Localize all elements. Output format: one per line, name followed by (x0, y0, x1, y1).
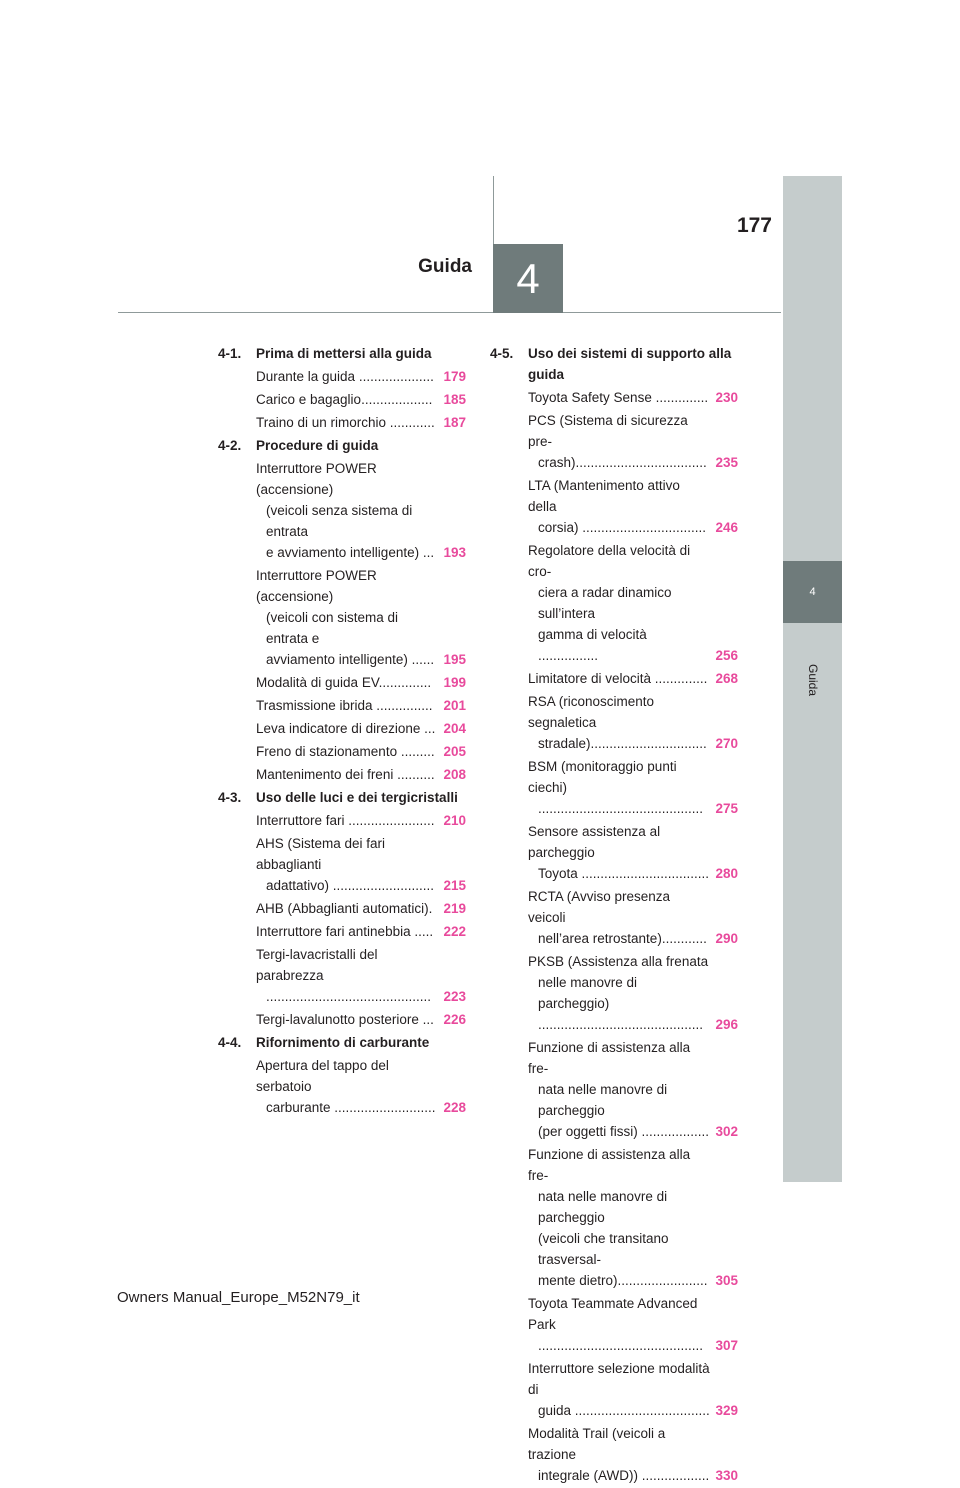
toc-section-heading (218, 343, 466, 364)
toc-section-heading (218, 787, 466, 808)
toc-page-link[interactable]: 205 (443, 744, 466, 759)
toc-page-link[interactable]: 307 (715, 1338, 738, 1353)
toc-entry[interactable] (528, 387, 738, 408)
toc-entry-title (528, 1293, 710, 1356)
toc-entry-line: BSM (monitoraggio punti ciechi) (528, 759, 677, 795)
toc-page-link[interactable]: 330 (715, 1468, 738, 1483)
toc-entry[interactable] (528, 1293, 738, 1356)
toc-entry-line: stradale)............................... (538, 736, 707, 751)
toc-entry-line: nell’area retrostante)............ (538, 931, 707, 946)
toc-entry-line: (per oggetti fissi) .................. (538, 1124, 710, 1139)
toc-entry-title (256, 898, 438, 919)
toc-entry-line: Limitatore di velocità .............. (528, 671, 708, 686)
toc-entry-line: AHS (Sistema dei fari abbaglianti (256, 836, 386, 872)
toc-page-link[interactable]: 222 (443, 924, 466, 939)
toc-entry-line: ciera a radar dinamico sull’intera (538, 585, 672, 621)
toc-page-link[interactable]: 226 (443, 1012, 466, 1027)
toc-entry-title (528, 1144, 710, 1291)
section-title: Prima di mettersi alla guida (256, 346, 432, 361)
toc-section-heading (490, 343, 738, 385)
toc-entry[interactable] (256, 810, 466, 831)
toc-entry-line: (veicoli con sistema di entrata e (266, 610, 399, 646)
footer-document-id: Owners Manual_Europe_M52N79_it (117, 1289, 360, 1306)
toc-entry-title (528, 756, 710, 819)
toc-page-link[interactable]: 290 (715, 931, 738, 946)
toc-entry[interactable] (528, 540, 738, 666)
toc-entry[interactable] (528, 410, 738, 473)
page-number: 177 (736, 214, 772, 237)
toc-entry[interactable] (528, 668, 738, 689)
toc-entry-line: nelle manovre di parcheggio) (538, 975, 638, 1011)
toc-page-link[interactable]: 204 (443, 721, 466, 736)
toc-entry[interactable] (256, 944, 466, 1007)
toc-entry-line: Interruttore POWER (accensione) (256, 568, 377, 604)
toc-entry-line: ............................................ (266, 989, 432, 1004)
toc-entry-title (528, 540, 710, 666)
toc-entry-line: PKSB (Assistenza alla frenata (528, 954, 709, 969)
chapter-number: 4 (516, 254, 540, 302)
header-vertical-rule (493, 176, 494, 244)
toc-page-link[interactable]: 230 (715, 390, 738, 405)
toc-entry-line: Modalità di guida EV.............. (256, 675, 432, 690)
toc-entry-title (256, 458, 438, 563)
toc-entry[interactable] (528, 951, 738, 1035)
toc-entry-line: integrale (AWD)) .................. (538, 1468, 710, 1483)
toc-page-link[interactable]: 195 (443, 652, 466, 667)
toc-entry[interactable] (528, 1037, 738, 1142)
toc-entry[interactable] (256, 741, 466, 762)
toc-entry-line: Tergi-lavacristalli del parabrezza (256, 947, 378, 983)
toc-entry[interactable] (528, 756, 738, 819)
toc-entry-line: Durante la guida .................... (256, 369, 434, 384)
toc-entry-title (256, 1055, 438, 1118)
toc-entry-line: guida .................................... (538, 1403, 710, 1418)
chapter-number-box (493, 244, 563, 313)
toc-entry-title (528, 475, 710, 538)
toc-entry-title (256, 565, 438, 670)
toc-entry[interactable] (256, 565, 466, 670)
toc-entry[interactable] (528, 1423, 738, 1486)
toc-page-link[interactable]: 215 (443, 878, 466, 893)
toc-entry-title (256, 366, 438, 387)
toc-entry-line: carburante ........................... (266, 1100, 436, 1115)
toc-entry-title (256, 1009, 438, 1030)
toc-entry-line: Toyota Teammate Advanced Park (528, 1296, 698, 1332)
toc-entry-title (528, 1037, 710, 1142)
toc-entry-line: RCTA (Avviso presenza veicoli (528, 889, 671, 925)
toc-entry-line: RSA (riconoscimento segnaletica (528, 694, 655, 730)
toc-page-link[interactable]: 235 (715, 455, 738, 470)
toc-entry-title (256, 921, 438, 942)
toc-page-link[interactable]: 280 (715, 866, 738, 881)
section-title: Procedure di guida (256, 438, 379, 453)
toc-entry-title (528, 668, 710, 689)
toc-page-link[interactable]: 219 (443, 901, 466, 916)
toc-entry[interactable] (256, 672, 466, 693)
toc-entry-title (528, 886, 710, 949)
toc-page-link[interactable]: 223 (443, 989, 466, 1004)
toc-entry-line: Traino di un rimorchio ............ (256, 415, 435, 430)
toc-entry[interactable] (528, 691, 738, 754)
toc-entry-title (256, 718, 438, 739)
toc-page-link[interactable]: 270 (715, 736, 738, 751)
toc-entry-title (256, 764, 438, 785)
toc-entry[interactable] (528, 1144, 738, 1291)
section-title: Rifornimento di carburante (256, 1035, 430, 1050)
toc-entry-line: AHB (Abbaglianti automatici). (256, 901, 433, 916)
toc-page-link[interactable]: 201 (443, 698, 466, 713)
section-number: 4-2. (218, 438, 242, 453)
toc-entry[interactable] (256, 389, 466, 410)
toc-entry-line: e avviamento intelligente) ... (266, 545, 435, 560)
toc-entry-title (528, 951, 710, 1035)
toc-entry-line: Modalità Trail (veicoli a trazione (528, 1426, 666, 1462)
toc-column-left (218, 343, 466, 1120)
toc-entry-line: mente dietro)........................ (538, 1273, 708, 1288)
toc-entry-title (256, 810, 438, 831)
toc-entry-title (256, 672, 438, 693)
toc-entry-line: nata nelle manovre di parcheggio (538, 1082, 668, 1118)
toc-entry[interactable] (256, 412, 466, 433)
toc-entry-title (256, 412, 438, 433)
toc-entry-line: adattativo) ........................... (266, 878, 435, 893)
toc-entry-title (256, 944, 438, 1007)
toc-entry-line: Interruttore fari ....................... (256, 813, 435, 828)
toc-entry[interactable] (256, 695, 466, 716)
toc-entry-title (528, 387, 710, 408)
toc-entry-line: Apertura del tappo del serbatoio (256, 1058, 389, 1094)
toc-entry-line: (veicoli senza sistema di entrata (266, 503, 413, 539)
toc-entry-line: Sensore assistenza al parcheggio (528, 824, 661, 860)
toc-entry-line: ............................................ (538, 801, 704, 816)
toc-entry-line: Toyota .................................. (538, 866, 710, 881)
toc-page-link[interactable]: 302 (715, 1124, 738, 1139)
toc-entry-title (256, 833, 438, 896)
toc-entry-line: PCS (Sistema di sicurezza pre- (528, 413, 688, 449)
toc-page-link[interactable]: 187 (443, 415, 466, 430)
toc-entry-line: Funzione di assistenza alla fre- (528, 1147, 691, 1183)
toc-entry[interactable] (256, 1055, 466, 1118)
toc-entry-line: ............................................ (538, 1338, 704, 1353)
section-number: 4-5. (490, 346, 514, 361)
toc-entry-line: Toyota Safety Sense .............. (528, 390, 709, 405)
toc-entry-title (256, 389, 438, 410)
toc-entry[interactable] (528, 886, 738, 949)
side-tab-number: 4 (809, 586, 816, 598)
toc-entry-line: Freno di stazionamento ......... (256, 744, 435, 759)
toc-page-link[interactable]: 228 (443, 1100, 466, 1115)
toc-entry-line: gamma di velocità ................ (538, 627, 647, 663)
toc-page-link[interactable]: 329 (715, 1403, 738, 1418)
toc-page-link[interactable]: 275 (715, 801, 738, 816)
toc-page-link[interactable]: 193 (443, 545, 466, 560)
toc-entry-line: LTA (Mantenimento attivo della (528, 478, 680, 514)
section-number: 4-3. (218, 790, 242, 805)
toc-entry-line: (veicoli che transitano trasversal- (538, 1231, 669, 1267)
toc-entry-title (528, 1423, 710, 1486)
toc-page-link[interactable]: 179 (443, 369, 466, 384)
section-title: Uso delle luci e dei tergicristalli (256, 790, 458, 805)
toc-entry[interactable] (528, 1358, 738, 1421)
toc-entry[interactable] (528, 475, 738, 538)
toc-entry-title (256, 695, 438, 716)
toc-entry-title (256, 741, 438, 762)
toc-entry-line: ............................................ (538, 1017, 704, 1032)
toc-entry-line: nata nelle manovre di parcheggio (538, 1189, 668, 1225)
toc-page-link[interactable]: 185 (443, 392, 466, 407)
toc-entry[interactable] (256, 833, 466, 896)
section-title: Uso dei sistemi di supporto alla guida (528, 346, 732, 382)
section-number: 4-4. (218, 1035, 242, 1050)
toc-page-link[interactable]: 305 (715, 1273, 738, 1288)
toc-page-link[interactable]: 246 (715, 520, 738, 535)
toc-entry-line: Mantenimento dei freni .......... (256, 767, 435, 782)
toc-entry-title (528, 410, 710, 473)
toc-entry-line: Interruttore POWER (accensione) (256, 461, 377, 497)
toc-entry-line: Interruttore fari antinebbia ..... (256, 924, 434, 939)
toc-page-link[interactable]: 296 (715, 1017, 738, 1032)
toc-page-link[interactable]: 268 (715, 671, 738, 686)
toc-entry-line: avviamento intelligente) ...... (266, 652, 435, 667)
toc-entry[interactable] (256, 764, 466, 785)
toc-section-heading (218, 435, 466, 456)
toc-entry-line: Interruttore selezione modalità di (528, 1361, 710, 1397)
toc-page-link[interactable]: 199 (443, 675, 466, 690)
header-horizontal-rule (118, 312, 781, 313)
toc-entry-line: Regolatore della velocità di cro- (528, 543, 691, 579)
toc-entry[interactable] (528, 821, 738, 884)
toc-entry-line: crash)................................... (538, 455, 707, 470)
toc-column-right (490, 343, 738, 1488)
toc-entry-line: corsia) ................................. (538, 520, 707, 535)
toc-page-link[interactable]: 210 (443, 813, 466, 828)
toc-entry-line: Trasmissione ibrida ............... (256, 698, 433, 713)
toc-entry-line: Leva indicatore di direzione ... (256, 721, 436, 736)
section-number: 4-1. (218, 346, 242, 361)
toc-entry[interactable] (256, 718, 466, 739)
toc-page-link[interactable]: 208 (443, 767, 466, 782)
toc-entry-line: Tergi-lavalunotto posteriore ... (256, 1012, 434, 1027)
toc-entry-title (528, 1358, 710, 1421)
side-chapter-tab[interactable] (783, 561, 842, 623)
toc-entry-title (528, 691, 710, 754)
toc-entry[interactable] (256, 898, 466, 919)
toc-entry-line: Carico e bagaglio................... (256, 392, 433, 407)
side-tab-label: Guida (805, 663, 820, 697)
toc-entry[interactable] (256, 458, 466, 563)
toc-entry[interactable] (256, 1009, 466, 1030)
toc-entry[interactable] (256, 921, 466, 942)
toc-entry-title (528, 821, 710, 884)
toc-page-link[interactable]: 256 (715, 648, 738, 663)
toc-entry-line: Funzione di assistenza alla fre- (528, 1040, 691, 1076)
toc-section-heading (218, 1032, 466, 1053)
chapter-title: Guida (418, 256, 472, 277)
toc-entry[interactable] (256, 366, 466, 387)
